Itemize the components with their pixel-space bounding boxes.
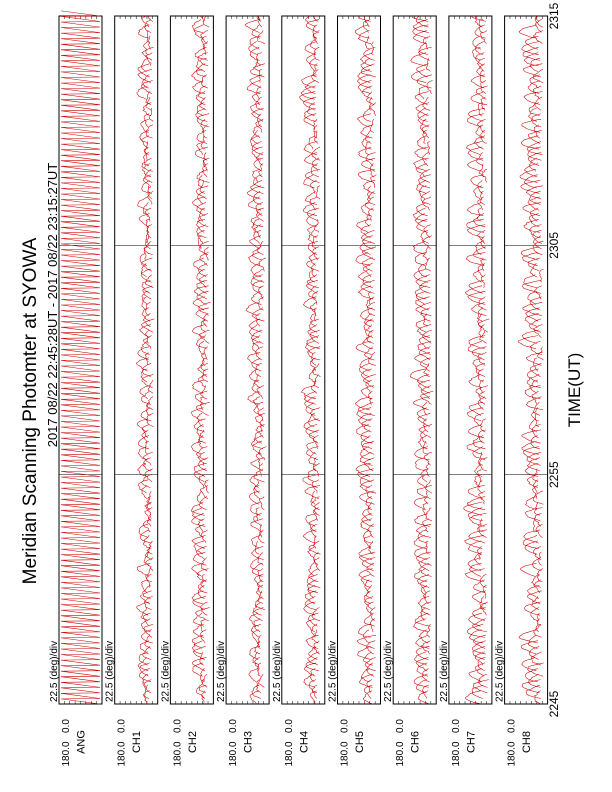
panel-frame xyxy=(505,16,548,704)
y-max-label: 180.0 xyxy=(172,741,184,767)
panel-ch3 xyxy=(216,16,269,767)
x-tick-label: 2255 xyxy=(547,461,561,489)
panel-label: CH3 xyxy=(242,730,255,754)
series-ch2-line xyxy=(192,16,211,704)
panels-group xyxy=(49,11,548,767)
panel-label: CH5 xyxy=(354,730,366,754)
panel-frame xyxy=(115,16,158,704)
y-min-label: 0.0 xyxy=(116,719,128,733)
panel-scale-label: 22.5 (deg)/div xyxy=(49,640,60,702)
series-ch8-line xyxy=(518,16,544,704)
y-max-label: 180.0 xyxy=(506,741,518,767)
panel-label: CH8 xyxy=(521,730,534,754)
panel-frame xyxy=(226,16,269,704)
y-max-label: 180.0 xyxy=(395,741,407,767)
y-max-label: 180.0 xyxy=(450,741,462,767)
panel-label: ANG xyxy=(75,730,88,754)
panel-scale-label: 22.5 (deg)/div xyxy=(438,640,450,702)
x-tick-label: 2305 xyxy=(547,231,561,259)
y-min-label: 0.0 xyxy=(339,719,351,733)
y-min-label: 0.0 xyxy=(61,719,72,733)
panel-ch4 xyxy=(272,16,325,767)
panel-ch5 xyxy=(328,16,381,767)
y-max-label: 180.0 xyxy=(283,741,295,767)
y-min-label: 0.0 xyxy=(506,719,518,733)
y-min-label: 0.0 xyxy=(283,719,295,733)
chart-title: Meridian Scanning Photomter at SYOWA xyxy=(20,237,41,585)
y-max-label: 180.0 xyxy=(61,741,72,767)
series-ang-line xyxy=(61,11,100,704)
y-min-label: 0.0 xyxy=(450,719,462,733)
panel-frame xyxy=(282,16,325,704)
series-ch3-line xyxy=(245,16,266,704)
panel-label: CH2 xyxy=(186,730,199,754)
panel-scale-label: 22.5 (deg)/div xyxy=(104,640,116,702)
panel-scale-label: 22.5 (deg)/div xyxy=(271,640,283,702)
panel-label: CH4 xyxy=(298,730,311,754)
y-max-label: 180.0 xyxy=(116,741,128,767)
panel-scale-label: 22.5 (deg)/div xyxy=(327,640,339,702)
panel-ch8 xyxy=(495,16,548,767)
series-ch4-line xyxy=(300,16,321,704)
chart-subtitle: 2017 08/22 22:45:28UT - 2017 08/22 23:15:27UT xyxy=(45,162,60,448)
y-max-label: 180.0 xyxy=(228,741,240,767)
panel-scale-label: 22.5 (deg)/div xyxy=(216,640,228,702)
series-ch1-line xyxy=(136,16,154,704)
y-min-label: 0.0 xyxy=(395,719,407,733)
panel-scale-label: 22.5 (deg)/div xyxy=(383,640,395,702)
y-min-label: 0.0 xyxy=(228,719,240,733)
panel-ch2 xyxy=(160,16,213,767)
x-tick-label: 2315 xyxy=(547,2,561,30)
x-axis-label: TIME(UT) xyxy=(565,352,584,428)
x-tick-label: 2245 xyxy=(547,690,561,718)
panel-label: CH1 xyxy=(131,730,144,754)
panel-label: CH7 xyxy=(465,730,478,754)
y-min-label: 0.0 xyxy=(172,719,184,733)
y-max-label: 180.0 xyxy=(339,741,351,767)
x-tick-labels xyxy=(547,2,561,717)
panel-ch7 xyxy=(439,16,492,767)
panel-ch6 xyxy=(383,16,436,767)
series-ch7-line xyxy=(464,16,490,704)
panel-scale-label: 22.5 (deg)/div xyxy=(160,640,172,702)
panel-ch1 xyxy=(105,16,158,767)
panel-label: CH6 xyxy=(409,730,422,754)
series-ch6-line xyxy=(410,16,433,704)
series-ch5-line xyxy=(355,16,376,704)
panel-scale-label: 22.5 (deg)/div xyxy=(494,640,506,702)
